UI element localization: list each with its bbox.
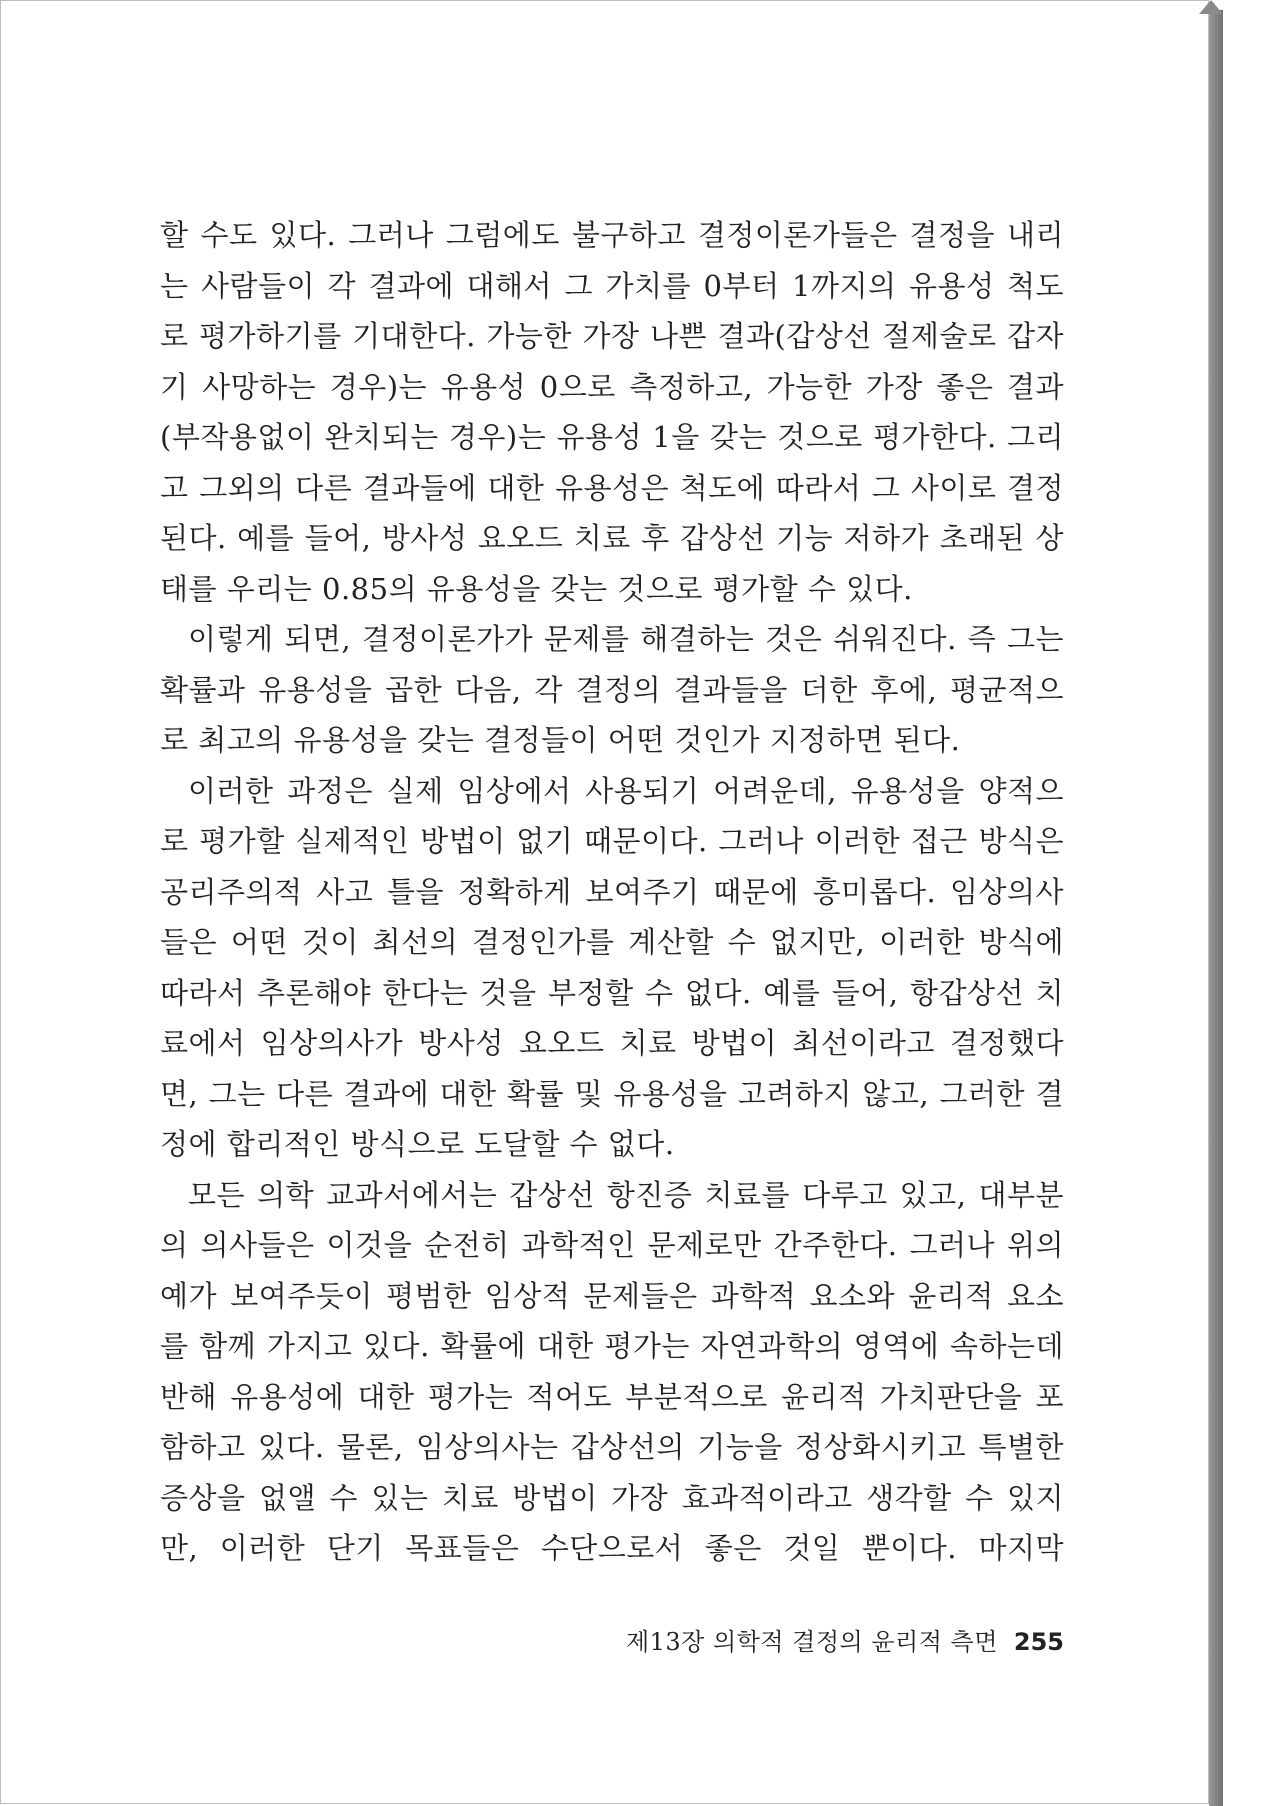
body-text: [160, 210, 1064, 1574]
page-edge-shadow: [1209, 10, 1223, 1806]
paragraph-3: 이러한 과정은 실제 임상에서 사용되기 어려운데, 유용성을 양적으로 평가할 실제적인 방법이 없기 때문이다. 그러나 이러한 접근 방식은 공리주의적 사고 틀을 정확하게 보여주기 때문에 흥미롭다. 임상의사들은 어떤 것이 최선의 결정인가를 계산할 수 없지만, 이러한 방식에 따라서 추론해야 한다는 것을 부정할 수 없다. 예를 들어, 항갑상선 치료에서 임상의사가 방사성 요오드 치료 방법이 최선이라고 결정했다면, 그는 다른 결과에 대한 확률 및 유용성을 고려하지 않고, 그러한 결정에 합리적인 방식으로 도달할 수 없다.: [160, 773, 1064, 1161]
running-footer-title: 제13장 의학적 결정의 윤리적 측면: [625, 1628, 998, 1656]
page-number: 255: [1013, 1628, 1064, 1656]
page-edge-corner: [1199, 0, 1223, 14]
page-footer: [160, 1622, 1064, 1657]
paragraph-4: 모든 의학 교과서에서는 갑상선 항진증 치료를 다루고 있고, 대부분의 의사들은 이것을 순전히 과학적인 문제로만 간주한다. 그러나 위의 예가 보여주듯이 평범한 임상적 문제들은 과학적 요소와 윤리적 요소를 함께 가지고 있다. 확률에 대한 평가는 자연과학의 영역에 속하는데 반해 유용성에 대한 평가는 적어도 부분적으로 윤리적 가치판단을 포함하고 있다. 물론, 임상의사는 갑상선의 기능을 정상화시키고 특별한 증상을 없앨 수 있는 치료 방법이 가장 효과적이라고 생각할 수 있지만, 이러한 단기 목표들은 수단으로서 좋은 것일 뿐이다. 마지막: [160, 1177, 1064, 1565]
paragraph-1: 할 수도 있다. 그러나 그럼에도 불구하고 결정이론가들은 결정을 내리는 사람들이 각 결과에 대해서 그 가치를 0부터 1까지의 유용성 척도로 평가하기를 기대한다. 가능한 가장 나쁜 결과(갑상선 절제술로 갑자기 사망하는 경우)는 유용성 0으로 측정하고, 가능한 가장 좋은 결과(부작용없이 완치되는 경우)는 유용성 1을 갖는 것으로 평가한다. 그리고 그외의 다른 결과들에 대한 유용성은 척도에 따라서 그 사이로 결정된다. 예를 들어, 방사성 요오드 치료 후 갑상선 기능 저하가 초래된 상태를 우리는 0.85의 유용성을 갖는 것으로 평가할 수 있다.: [160, 218, 1064, 606]
paragraph-2: 이렇게 되면, 결정이론가가 문제를 해결하는 것은 쉬워진다. 즉 그는 확률과 유용성을 곱한 다음, 각 결정의 결과들을 더한 후에, 평균적으로 최고의 유용성을 갖는 결정들이 어떤 것인가 지정하면 된다.: [160, 622, 1064, 757]
